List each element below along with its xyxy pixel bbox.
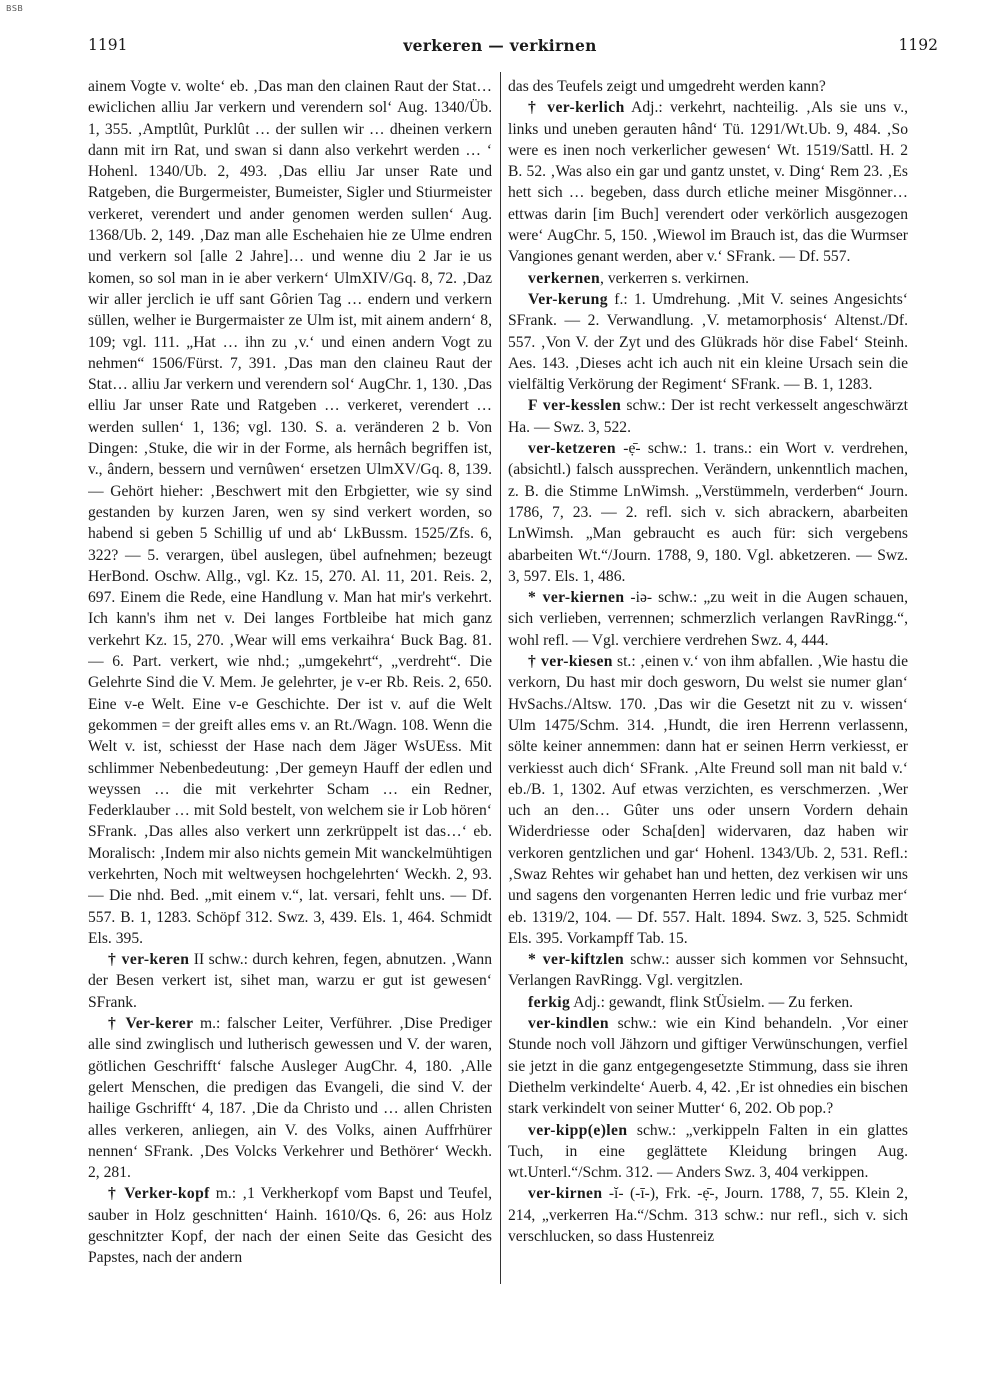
running-head: verkeren — verkirnen xyxy=(403,36,597,55)
right-entry: ver-kipp(e)len schw.: „verkippeln Falten in ein glattes Tuch, in eine geglättete Kleidung bringen Aug. wt.Unterl.“/Schm. 312. — Anders Swz. 3, 404 verkippen. xyxy=(508,1121,908,1182)
page-number-left: 1191 xyxy=(88,36,128,54)
right-entry: † ver-kerlich Adj.: verkehrt, nachteilig. ‚Als sie uns v., links und uneben gerauten hând‘ Tü. 1291/Wt.Ub. 9, 484. ‚So were es inen noch verkerlicher gewesen‘ Wt. 1519/Sattl. H. 2 B. 52. ‚Was also ein gar und gantz unstet, v. Ding‘ Rem 23. ‚Es hett sich … begeben, dass durch etliche meiner Misgönner… ettwas darin [im Buch] verendert oder verkörlich ausgezogen were‘ AugChr. 5, 150. ‚Wiewol im Brauch ist, das die Wurmser Vangiones genant werden, aber v.‘ SFrank. — Df. 557. xyxy=(508,99,908,266)
right-entry: verkernen, verkerren s. verkirnen. xyxy=(528,269,749,287)
headword: † ver-keren xyxy=(108,951,190,969)
left-entry: ainem Vogte v. wolte‘ eb. ‚Das man den clainen Raut der Stat… ewiclichen alliu Jar verkern und verendern sol‘ Aug. 1340/Üb. 1, 355. ‚Amptlût, Purklût … der sullen wir … dheinen verkern dann mit irn Rat, und swan si dann also verkehrt werden … ‘ Hohenl. 1340/Ub. 2, 493. ‚Das elliu Jar unser Rate und Ratgeben, die Burgermeister, Bumeister, Sigler und Stiurmeister verkeret, verendert und ander genomen werden sullen‘ Aug. 1368/Ub. 2, 149. ‚Daz man alle Eschehaien hie ze Ulme endren und verkern sol [alle 2 Jahre]… und wenne diu 2 Jar ie us komen, so sol man in ie aber verkern‘ UlmXIV/Gq. 8, 72. ‚Daz wir aller jerclich ie uff sant Gôrien Tag … endern und verkern süllen, welher ie Burgermaister ze Ulm ist, mit ainem andern‘ 8, 109; vgl. 111. „Hat … ihn zu ‚v.‘ und einen andern Vogt zu nehmen“ 1506/Fürst. 7, 391. ‚Das man den claineu Raut der Stat… alliu Jar verkern und verendern sol‘ AugChr. 1, 130. ‚Das elliu Jar unser Rate und Ratgeben … verkeret, verendert … werden sullen‘ 1, 136; vgl. 130. S. a. veränderen 2 b. Von Dingen: ‚Stuke, die wir in der Forme, als hernâch begriffen ist, v., ândern, bessern und vernûwen‘ ersetzen UlmXV/Gq. 8, 139. — Gehört hieher: ‚Beschwert mit den Erbgietter, wie sy sind gestanden by kurzen Jaren, wen sy sind verkert worden, so habend si geben 5 Schillig uf und ab‘ LkBussm. 1525/Zfs. 6, 322? — 5. verargen, übel auslegen, übel aufnehmen; bezeugt HerBond. Oschw. Allg., vgl. Kz. 15, 270. Al. 11, 201. Reis. 2, 697. Einem die Rede, eine Handlung v. Man hat mir's verkehrt. Ich kann's ihm net v. Dei langes Fortbleibe hat mich ganz verkehrt Kz. 15, 270. ‚Wear will ems verkaihra‘ Buck Bag. 81. — 6. Part. verkert, wie nhd.; „umgekehrt“, „verdreht“. Die Gelehrte Sind die V. Mem. Je gelehrter, je v-er Rb. Reis. 2, 650. Eine v-e Welt. Eine v-e Geschichte. Der ist v. auf die Welt gekommen = der greift alles ems v. an Rt./Wagn. 108. Wenn die Welt v. ist, schiesst der Hase nach dem Jäger WsUEss. Mit schlimmer Nebenbedeutung: ‚Der gemeyn Hauff der edlen und weyssen … die mit verkehrter Scham … ein Redner, Federklauber … mit Sold bestelt, von welchem sie ir Lob hören‘ SFrank. ‚Das alles also verkert unn zerkrüppelt ist das…‘ eb. Moralisch: ‚Indem mir also nichts gemein Mit wanckelmühtigen verkehrten, Noch mit weltweysen hochgelehrten‘ Weckh. 2, 93. — Die nhd. Bed. „mit einem v.“, lat. versari, fehlt uns. — Df. 557. B. 1, 1283. Schöpf 312. Swz. 3, 439. Els. 1, 464. Schmidt Els. 395. xyxy=(88,78,492,947)
column-divider xyxy=(500,72,501,1284)
right-entry: Ver-kerung f.: 1. Umdrehung. ‚Mit V. seines Angesichts‘ SFrank. — 2. Verwandlung. ‚V. metamorphosis‘ Altenst./Df. 557. ‚Von V. der Zyt und des Glükrads hör dise Fabel‘ Steinh. Aes. 143. ‚Dieses acht ich auch nit ein kleine Ursach sein die vielfältig Verkörung der Regiment‘ SFrank. — B. 1, 1283. xyxy=(508,290,908,394)
right-entry: ver-kirnen -ĭ- (-ī-), Frk. -ẹ̄-, Journ. 1788, 7, 55. Klein 2, 214, „verkerren Ha.“/Schm. 313 schw.: nur refl., sich v. sich verschlucken, so dass Hustenreiz xyxy=(508,1185,908,1246)
headword: Ver-kerung xyxy=(528,290,608,308)
headword: F ver-kesslen xyxy=(528,397,622,415)
left-entry: † ver-keren II schw.: durch kehren, fegen, abnutzen. ‚Wann der Besen verkert ist, sihet man, warzu er gut ist gewesen‘ SFrank. xyxy=(88,951,492,1011)
right-entry: * ver-kiernen -iə- schw.: „zu weit in die Augen schauen, sich verlieben, verrennen; schmerzlich verlangen RavRingg.“, wohl refl. — Vgl. verchiere verdrehen Swz. 4, 444. xyxy=(508,589,908,649)
library-stamp: BSB xyxy=(6,4,24,13)
headword: verkernen xyxy=(528,269,601,287)
headword: † Ver-kerer xyxy=(108,1015,194,1033)
headword: † Verker-kopf xyxy=(108,1185,210,1203)
headword: ver-kindlen xyxy=(528,1015,609,1033)
headword: ver-kirnen xyxy=(528,1185,603,1203)
headword: ver-kipp(e)len xyxy=(528,1121,628,1139)
page-number-right: 1192 xyxy=(898,36,938,54)
right-entry: ferkig Adj.: gewandt, flink StÜsielm. — Zu ferken. xyxy=(528,993,854,1011)
left-column xyxy=(88,76,492,1288)
right-entry: * ver-kiftzlen schw.: ausser sich kommen vor Sehnsucht, Verlangen RavRingg. Vgl. vergitzlen. xyxy=(508,951,908,990)
headword: † ver-kiesen xyxy=(528,653,613,671)
headword: * ver-kiftzlen xyxy=(528,951,625,969)
right-entry: ver-kindlen schw.: wie ein Kind behandeln. ‚Vor einer Stunde noch voll Jähzorn und giftiger Verwünschungen, verfiel sie jetzt in die ganz entgegengesetzte Stimmung, dass sie ihren Diethelm verkindelte‘ Auerb. 4, 42. ‚Er ist ohnedies ein bischen stark verkindelt von seiner Mutter‘ 6, 202. Ob pop.? xyxy=(508,1015,908,1118)
headword: ver-ketzeren xyxy=(528,440,616,458)
headword: * ver-kiernen xyxy=(528,589,625,607)
right-entry: das des Teufels zeigt und umgedreht werden kann? xyxy=(508,78,826,95)
right-column xyxy=(508,76,908,1288)
left-entry: † Verker-kopf m.: ‚1 Verkherkopf vom Bapst und Teufel, sauber in Holz geschnitten‘ Hainh. 1610/Qs. 6, 26: aus Holz geschnitzter Kopf, der nach der einen Seite das Gesicht des Papstes, nach der andern xyxy=(88,1185,492,1267)
right-entry: † ver-kiesen st.: ‚einen v.‘ von ihm abfallen. ‚Wie hastu die verkorn, Du hast mir doch gesworn, Du welst sie numer glan‘ HvSachs./Altsw. 170. ‚Das wir die Gesetzt nit zu v. wissen‘ Ulm 1475/Schm. 314. ‚Hundt, die iren Herrenn verlassenn, sölte keiner annemmen: dann hat er seinen Herrn verkiesst, er verkiesst auch dich‘ SFrank. ‚Alte Freund soll man nit bald v.‘ eb./B. 1, 1302. Auf etwas verzichten, es verschmerzen. ‚Wer uch an den… Gûter uns oder unsern Vordern dehain Widerdriesse oder Scha[den] widervaren, daz haben wir verkoren gentzlichen und gar‘ Hohenl. 1343/Ub. 2, 531. Refl.: ‚Swaz Rehtes wir gehabet han und hetten, dez verkisen wir uns und sagens den vorgenanten Herren ledic und frie vurbaz mer‘ eb. 1319/2, 104. — Df. 557. Halt. 1894. Swz. 3, 525. Schmidt Els. 395. Vorkampff Tab. 15. xyxy=(508,653,908,947)
left-entry: † Ver-kerer m.: falscher Leiter, Verführer. ‚Dise Prediger alle sind zwinglisch und lutherisch gewessen und V. der waren, götlichen Geschrifft‘ falsche Ausleger AugChr. 4, 180. ‚Alle gelert Menschen, die predigen das Evangeli, die sind V. der hailige Gschrifft‘ 4, 187. ‚Die da Christo und … allen Christen alles verkeren, anliegen, ain V. des Volks, ainen Auffrhürer nennen‘ SFrank. ‚Des Volcks Verkehrer und Bethörer‘ Weckh. 2, 281. xyxy=(88,1015,492,1182)
headword: † ver-kerlich xyxy=(528,99,625,117)
headword: ferkig xyxy=(528,993,571,1011)
right-entry: ver-ketzeren -ẹ̄- schw.: 1. trans.: ein Wort v. verdrehen, (absichtl.) falsch aussprechen. Verändern, unkenntlich machen, z. B. die Stimme LnWimsh. „Verstümmeln, verderben“ Journ. 1786, 7, 23. — 2. refl. sich v. sich abrackern, abarbeiten LnWimsh. „Man gebraucht es auch für: sich vergebens abarbeiten Wt.“/Journ. 1788, 9, 180. Vgl. abketzeren. — Swz. 3, 597. Els. 1, 486. xyxy=(508,440,908,585)
right-entry: F ver-kesslen schw.: Der ist recht verkesselt angeschwärzt Ha. — Swz. 3, 522. xyxy=(508,397,908,436)
